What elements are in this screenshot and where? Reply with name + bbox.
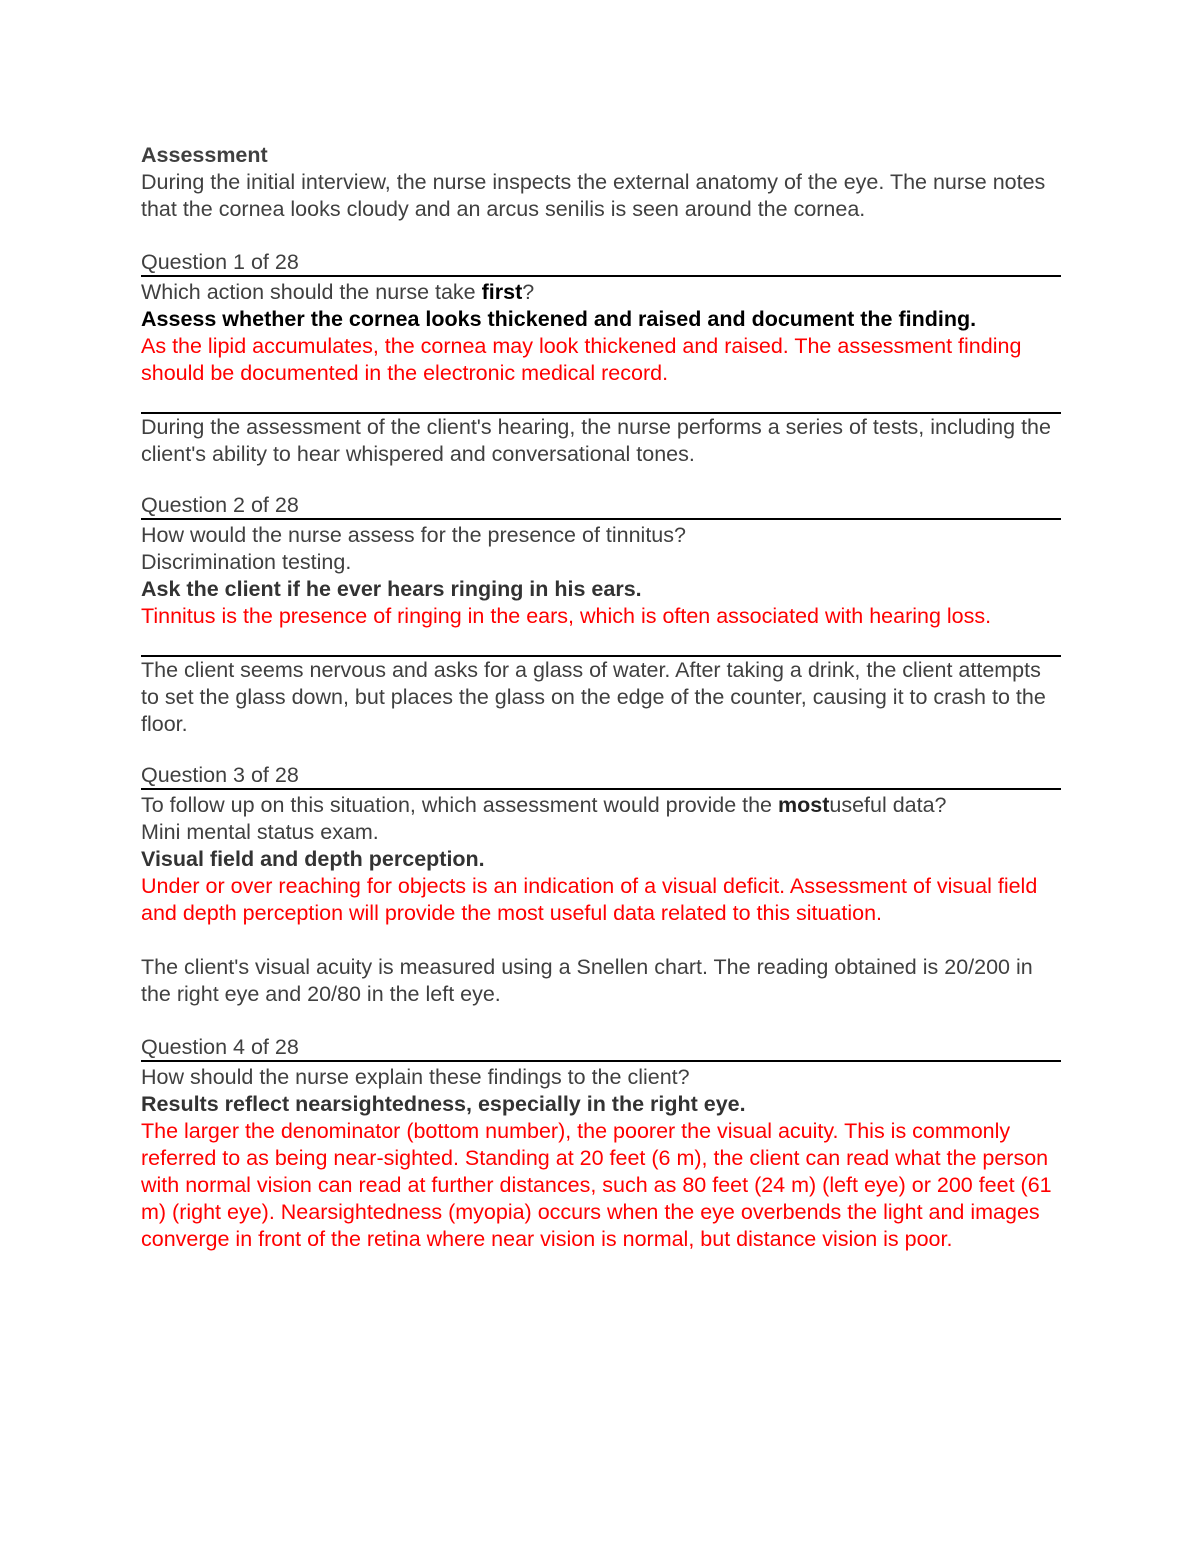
- question-3-prompt-pre: To follow up on this situation, which assessment would provide the: [141, 793, 778, 817]
- question-2-option: Discrimination testing.: [141, 550, 352, 574]
- question-4-rationale: The larger the denominator (bottom number), the poorer the visual acuity. This is commonly referred to as being near-sighted. Standing at 20 feet (6 m), the client can read what the person with normal vision can read at further distances, such as 80 feet (24 m) (left eye) or 200 feet (61 m) (right eye). Nearsightedness (myopia) occurs when the eye overbends the light and images converge in front of the retina where near vision is normal, but distance vision is poor.: [141, 1119, 1052, 1251]
- question-2-rationale: Tinnitus is the presence of ringing in the ears, which is often associated with hearing loss.: [141, 604, 992, 628]
- question-3-rationale: Under or over reaching for objects is an indication of a visual deficit. Assessment of visual field and depth perception will provide the most useful data related to this situation.: [141, 874, 1038, 925]
- question-2-answer: Ask the client if he ever hears ringing in his ears.: [141, 577, 642, 601]
- question-3-answer: Visual field and depth perception.: [141, 847, 485, 871]
- scenario-4: The client's visual acuity is measured using a Snellen chart. The reading obtained is 20/200 in the right eye and 20/80 in the left eye.: [141, 955, 1033, 1006]
- question-1-prompt: [141, 279, 1061, 306]
- question-4-label: Question 4 of 28: [141, 1035, 1061, 1062]
- scenario-2: During the assessment of the client's hearing, the nurse performs a series of tests, including the client's ability to hear whispered and conversational tones.: [141, 415, 1051, 466]
- spacer: [141, 223, 1061, 250]
- spacer: [141, 927, 1061, 954]
- scenario-3: The client seems nervous and asks for a glass of water. After taking a drink, the client attempts to set the glass down, but places the glass on the edge of the counter, causing it to crash to the floor.: [141, 658, 1046, 736]
- question-3-prompt-post: useful data?: [829, 793, 947, 817]
- question-3-prompt-emphasis: most: [777, 793, 830, 817]
- question-3-option: Mini mental status exam.: [141, 820, 379, 844]
- spacer: [141, 1008, 1061, 1035]
- assessment-heading: Assessment: [141, 143, 268, 167]
- spacer: [141, 630, 1061, 655]
- question-2-prompt: How would the nurse assess for the presence of tinnitus?: [141, 523, 686, 547]
- question-4-answer: Results reflect nearsightedness, especially in the right eye.: [141, 1092, 746, 1116]
- spacer: [141, 387, 1061, 412]
- question-3-label: Question 3 of 28: [141, 763, 1061, 790]
- question-4-prompt: How should the nurse explain these findings to the client?: [141, 1065, 690, 1089]
- question-1-label: Question 1 of 28: [141, 250, 1061, 277]
- question-3-prompt: [141, 792, 1061, 819]
- question-1-rationale: As the lipid accumulates, the cornea may look thickened and raised. The assessment finding should be documented in the electronic medical record.: [141, 334, 1022, 385]
- question-1-answer: Assess whether the cornea looks thickened and raised and document the finding.: [141, 307, 977, 331]
- question-2-label: Question 2 of 28: [141, 493, 1061, 520]
- assessment-intro: During the initial interview, the nurse inspects the external anatomy of the eye. The nurse notes that the cornea looks cloudy and an arcus senilis is seen around the cornea.: [141, 170, 1046, 221]
- spacer: [141, 738, 1061, 763]
- spacer: [141, 468, 1061, 493]
- question-1-prompt-emphasis: first: [481, 280, 523, 304]
- question-1-prompt-pre: Which action should the nurse take: [141, 280, 482, 304]
- document-page: [141, 142, 1061, 1253]
- question-1-prompt-post: ?: [522, 280, 535, 304]
